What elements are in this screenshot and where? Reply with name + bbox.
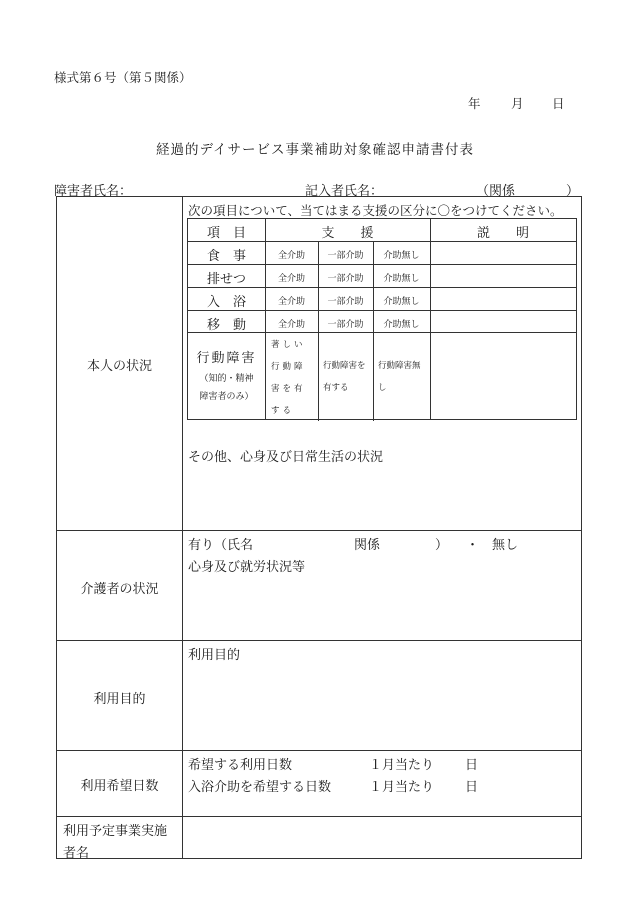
caregiver-present-line[interactable] [188, 534, 253, 553]
instruction-text: 次の項目について、当てはまる支援の区分に〇をつけてください。 [188, 203, 563, 218]
relation-close: ） [566, 184, 580, 199]
caregiver-absent-option[interactable]: 無し [492, 538, 519, 553]
item-behavior: 行動障害 [196, 351, 257, 366]
provider-label [63, 821, 167, 865]
row-divider [57, 640, 581, 641]
header-notes: 説 明 [476, 226, 529, 241]
support-row-divider [188, 310, 576, 311]
meal-partial-assist[interactable]: 一部介助 [327, 251, 364, 261]
support-table [187, 218, 577, 420]
form-number: 様式第６号（第５関係） [54, 70, 192, 85]
bath-partial-assist[interactable]: 一部介助 [327, 297, 364, 307]
document-title: 経過的デイサービス事業補助対象確認申請書付表 [155, 142, 475, 158]
bath-days-per-month: １月当たり [369, 780, 435, 795]
item-mobility: 移 動 [206, 318, 246, 333]
provider-label-line1: 利用予定事業実施 [63, 824, 168, 839]
support-col-divider [318, 241, 319, 421]
purpose-label: 利用目的 [93, 692, 146, 707]
support-row-divider [188, 241, 576, 242]
item-toilet: 排せつ [206, 272, 246, 287]
other-status-field[interactable]: その他、心身及び日常生活の状況 [188, 450, 384, 465]
caregiver-present-option[interactable]: 有り（氏名 [188, 538, 254, 553]
bath-no-assist[interactable]: 介助無し [383, 297, 420, 307]
desired-days-per-month: １月当たり [369, 758, 435, 773]
bath-days-row-label: 入浴介助を希望する日数 [188, 780, 332, 795]
bath-full-assist[interactable]: 全介助 [277, 297, 305, 307]
support-row-divider [188, 264, 576, 265]
purpose-field[interactable]: 利用目的 [188, 648, 241, 663]
caregiver-status-label: 介護者の状況 [80, 582, 159, 597]
caregiver-detail-field[interactable]: 心身及び就労状況等 [188, 560, 306, 575]
row-divider [57, 750, 581, 751]
relation-label: （関係 [476, 184, 516, 199]
bath-days-unit: 日 [465, 780, 479, 795]
item-meal: 食 事 [206, 249, 246, 264]
caregiver-separator: ・ [466, 538, 480, 553]
mobility-no-assist[interactable]: 介助無し [383, 320, 420, 330]
behavior-present[interactable]: 行動障害を有する [323, 361, 366, 393]
date-day-label: 日 [552, 96, 565, 111]
writer-name-label: 記入者氏名： [305, 184, 384, 199]
behavior-severe[interactable]: 著しい行動障害を有する [271, 340, 306, 416]
meal-full-assist[interactable]: 全介助 [277, 251, 305, 261]
toilet-full-assist[interactable]: 全介助 [277, 274, 305, 284]
row-divider [57, 816, 581, 817]
provider-label-line2: 者名 [63, 846, 90, 861]
caregiver-relation-label: 関係 [354, 538, 381, 553]
mobility-full-assist[interactable]: 全介助 [277, 320, 305, 330]
desired-days-label: 利用希望日数 [80, 779, 159, 794]
person-status-label: 本人の状況 [86, 359, 152, 374]
behavior-none[interactable]: 行動障害無し [378, 361, 421, 393]
header-support: 支 援 [321, 226, 374, 241]
disabled-name-label: 障害者氏名： [54, 184, 133, 199]
caregiver-relation-close: ） [435, 538, 449, 553]
mobility-partial-assist[interactable]: 一部介助 [327, 320, 364, 330]
column-divider [182, 197, 183, 858]
support-row-divider [188, 287, 576, 288]
toilet-partial-assist[interactable]: 一部介助 [327, 274, 364, 284]
support-col-divider [430, 219, 431, 419]
date-year-label: 年 [468, 96, 481, 111]
header-item: 項 目 [206, 226, 246, 241]
desired-days-unit: 日 [465, 758, 479, 773]
row-divider [57, 530, 581, 531]
toilet-no-assist[interactable]: 介助無し [383, 274, 420, 284]
behavior-note-2: 障害者のみ） [199, 392, 254, 402]
date-month-label: 月 [511, 96, 524, 111]
desired-days-row-label: 希望する利用日数 [188, 758, 293, 773]
support-col-divider [373, 241, 374, 421]
meal-no-assist[interactable]: 介助無し [383, 251, 420, 261]
behavior-note-1: （知的・精神 [199, 374, 254, 384]
item-bath: 入 浴 [206, 295, 246, 310]
